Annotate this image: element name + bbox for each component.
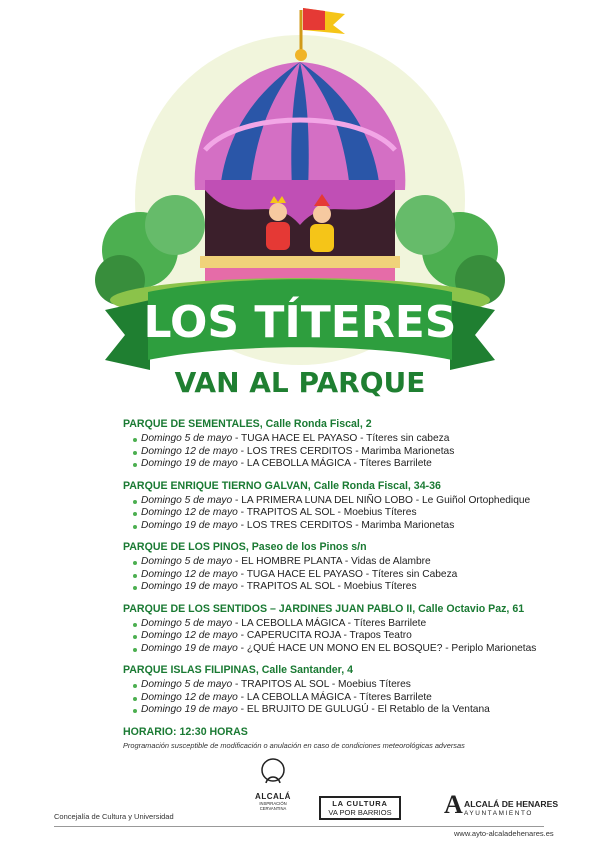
event-show: - LA PRIMERA LUNA DEL NIÑO LOBO - Le Guiñol Ortophedique <box>232 494 531 506</box>
park-title <box>123 603 593 615</box>
event-date: Domingo 19 de mayo <box>141 704 238 715</box>
park-name: PARQUE DE SEMENTALES, <box>123 418 263 430</box>
park-title <box>123 480 593 492</box>
footer-divider <box>54 826 544 827</box>
event-show: - EL BRUJITO DE GULUGÚ - El Retablo de la Ventana <box>237 704 490 715</box>
event-row <box>133 556 593 569</box>
event-show: - EL HOMBRE PLANTA - Vidas de Alambre <box>232 556 431 567</box>
event-date: Domingo 12 de mayo <box>141 630 238 641</box>
event-date: Domingo 19 de mayo <box>141 581 238 592</box>
park-name: PARQUE ENRIQUE TIERNO GALVAN, <box>123 479 311 492</box>
cervantes-sub1: INSPIRACIÓN <box>259 801 287 806</box>
event-show: - CAPERUCITA ROJA - Trapos Teatro <box>237 630 412 641</box>
cultura-line2: VA POR BARRIOS <box>328 808 392 817</box>
hero-subtitle: VAN AL PARQUE <box>174 366 426 399</box>
la-cultura-logo <box>319 796 401 820</box>
park-address: Paseo de los Pinos s/n <box>251 541 367 553</box>
event-date: Domingo 5 de mayo <box>141 494 233 506</box>
event-row <box>133 507 593 520</box>
park-name: PARQUE DE LOS PINOS, <box>123 541 249 553</box>
event-show: - TRAPITOS AL SOL - Moebius Títeres <box>237 507 417 518</box>
event-date: Domingo 12 de mayo <box>141 445 238 457</box>
cervantes-sub2: CERVANTINA <box>259 806 287 811</box>
event-date: Domingo 19 de mayo <box>141 458 238 469</box>
park-section <box>123 418 593 471</box>
event-show: - LOS TRES CERDITOS - Marimba Marionetas <box>237 445 455 457</box>
park-name: PARQUE ISLAS FILIPINAS, <box>123 664 259 676</box>
event-row <box>133 520 593 533</box>
event-date: Domingo 12 de mayo <box>141 568 238 580</box>
event-show: - LA CEBOLLA MÁGICA - Títeres Barrilete <box>232 617 427 629</box>
event-show: - TRAPITOS AL SOL - Moebius Títeres <box>232 679 411 690</box>
event-row <box>133 618 593 631</box>
event-row <box>133 495 593 508</box>
event-show: - LOS TRES CERDITOS - Marimba Marionetas <box>237 519 455 531</box>
park-title <box>123 664 593 676</box>
hero-title: LOS TÍTERES <box>143 297 457 348</box>
event-date: Domingo 5 de mayo <box>141 679 233 690</box>
cervantes-name: ALCALÁ <box>255 792 291 801</box>
schedule-time: HORARIO: 12:30 HORAS <box>123 725 248 738</box>
event-show: - LA CEBOLLA MÁGICA - Títeres Barrilete <box>237 458 432 469</box>
event-date: Domingo 12 de mayo <box>141 691 238 703</box>
event-show: - TRAPITOS AL SOL - Moebius Títeres <box>237 581 417 592</box>
park-section <box>123 664 593 717</box>
alcala-sub: AYUNTAMIENTO <box>464 810 533 817</box>
event-date: Domingo 5 de mayo <box>141 617 233 629</box>
park-name: PARQUE DE LOS SENTIDOS – JARDINES JUAN PABLO II, <box>123 602 416 615</box>
event-date: Domingo 5 de mayo <box>141 556 233 567</box>
event-row <box>133 446 593 459</box>
event-show: - LA CEBOLLA MÁGICA - Títeres Barrilete <box>237 691 432 703</box>
event-date: Domingo 12 de mayo <box>141 507 238 518</box>
alcala-logo-letter: A <box>444 790 463 819</box>
event-row <box>133 643 593 656</box>
department-label: Concejalía de Cultura y Universidad <box>54 812 174 821</box>
cultura-line1: LA CULTURA <box>332 799 388 808</box>
event-show: - ¿QUÉ HACE UN MONO EN EL BOSQUE? - Periplo Marionetas <box>237 642 537 654</box>
cervantes-portrait-icon <box>258 757 288 787</box>
event-row <box>133 433 593 446</box>
park-section <box>123 480 593 533</box>
park-address: Calle Ronda Fiscal, 34-36 <box>313 479 441 492</box>
park-address: Calle Ronda Fiscal, 2 <box>265 418 372 430</box>
event-show: - TUGA HACE EL PAYASO - Títeres sin cabeza <box>232 433 450 444</box>
hero-illustration <box>0 0 600 420</box>
program-list <box>123 418 593 750</box>
event-row <box>133 569 593 582</box>
alcala-name: ALCALÁ DE HENARES <box>464 799 559 809</box>
event-row <box>133 458 593 471</box>
website-link[interactable]: www.ayto-alcaladehenares.es <box>454 829 554 838</box>
park-section <box>123 541 593 594</box>
event-date: Domingo 5 de mayo <box>141 433 233 444</box>
event-row <box>133 679 593 692</box>
event-row <box>133 704 593 717</box>
park-title <box>123 418 593 430</box>
event-date: Domingo 19 de mayo <box>141 519 238 531</box>
park-title <box>123 541 593 553</box>
park-address: Calle Santander, 4 <box>261 664 353 676</box>
park-address: Calle Octavio Paz, 61 <box>418 602 525 615</box>
event-row <box>133 581 593 594</box>
event-row <box>133 630 593 643</box>
event-date: Domingo 19 de mayo <box>141 642 238 654</box>
park-section <box>123 603 593 656</box>
alcala-inspiracion-logo <box>248 757 298 811</box>
event-show: - TUGA HACE EL PAYASO - Títeres sin Cabeza <box>237 568 458 580</box>
disclaimer-note: Programación susceptible de modificación o anulación en caso de condiciones meteorológicas adversas <box>123 740 465 750</box>
event-row <box>133 692 593 705</box>
